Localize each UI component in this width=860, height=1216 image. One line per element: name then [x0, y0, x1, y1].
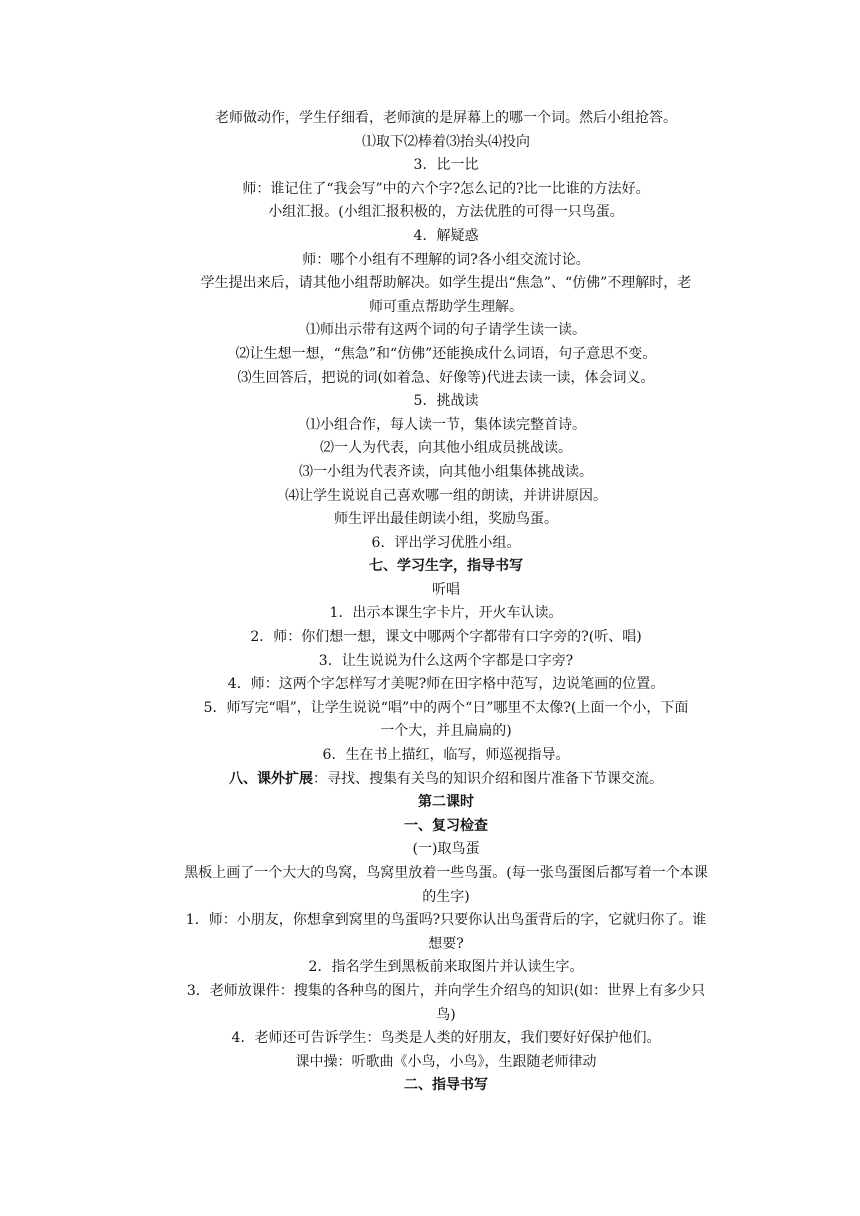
section-heading: 七、学习生字，指导书写: [369, 558, 523, 575]
section-eight-line: [160, 768, 732, 792]
text-line: ⑶生回答后，把说的词(如着急、好像等)代进去读一读，体会词义。: [237, 369, 655, 386]
text-line: 6．生在书上描红，临写，师巡视指导。: [322, 747, 570, 764]
text-line: 3．让生说说为什么这两个字都是口字旁?: [318, 652, 574, 669]
text-line: 4．老师还可告诉学生：鸟类是人类的好朋友，我们要好好保护他们。: [231, 1030, 661, 1047]
subheading: 6．评出学习优胜小组。: [371, 534, 521, 551]
text-line: 2．指名学生到黑板前来取图片并认读生字。: [308, 959, 584, 976]
section-text: ：寻找、搜集有关鸟的知识介绍和图片准备下节课交流。: [313, 770, 663, 787]
text-line: (一)取鸟蛋: [412, 841, 480, 858]
text-line: 师：哪个小组有不理解的词?各小组交流讨论。: [302, 251, 590, 268]
text-line: 鸟): [436, 1006, 456, 1023]
text-line: 的生字): [422, 888, 470, 905]
text-line: 小组汇报。(小组汇报积极的，方法优胜的可得一只鸟蛋。: [268, 204, 624, 221]
text-line: ⑴小组合作，每人读一节，集体读完整首诗。: [306, 416, 586, 433]
text-line: 老师做动作，学生仔细看，老师演的是屏幕上的哪一个词。然后小组抢答。: [215, 110, 677, 126]
text-line: 想要?: [428, 935, 464, 952]
text-line: 3．老师放课件：搜集的各种鸟的图片，并向学生介绍鸟的知识(如：世界上有多少只: [186, 982, 706, 999]
text-line: 师可重点帮助学生理解。: [369, 298, 523, 315]
text-line: 课中操：听歌曲《小鸟，小鸟》，生跟随老师律动: [295, 1053, 597, 1070]
text-line: 一个大，并且扁扁的): [380, 723, 512, 740]
text-line: ⑵让生想一想，“焦急”和“仿佛”还能换成什么词语，句子意思不变。: [235, 345, 657, 362]
subheading: 4．解疑惑: [413, 227, 479, 244]
text-line: 4．师：这两个字怎样写才美呢?师在田字格中范写，边说笔画的位置。: [227, 676, 665, 693]
document-body: [160, 107, 732, 1098]
section-heading: 一、复习检查: [404, 817, 488, 834]
text-line: 学生提出来后，请其他小组帮助解决。如学生提出“焦急”、“仿佛”不理解时，老: [200, 275, 692, 292]
text-line: 1．师：小朋友，你想拿到窝里的鸟蛋吗?只要你认出鸟蛋背后的字，它就归你了。谁: [185, 912, 707, 929]
text-line: ⑴师出示带有这两个词的句子请学生读一读。: [306, 322, 586, 339]
text-line: ⑶一小组为代表齐读，向其他小组集体挑战读。: [299, 463, 593, 480]
text-line: 5．师写完“唱”，让学生说说“唱”中的两个“日”哪里不太像?(上面一个小，下面: [203, 699, 689, 716]
section-heading: 八、课外扩展: [229, 770, 313, 787]
text-line: 师生评出最佳朗读小组，奖励鸟蛋。: [334, 511, 558, 528]
lesson-title: 第二课时: [418, 794, 474, 811]
text-line: ⑵一人为代表，向其他小组成员挑战读。: [320, 440, 572, 457]
subheading: 3．比一比: [413, 157, 479, 174]
text-line: ⑷让学生说说自己喜欢哪一组的朗读，并讲讲原因。: [285, 487, 607, 504]
subheading: 5．挑战读: [413, 393, 479, 410]
section-heading: 二、指导书写: [404, 1077, 488, 1094]
text-line: 2．师：你们想一想，课文中哪两个字都带有口字旁的?(听、唱): [250, 629, 642, 646]
text-line: 听唱: [432, 581, 460, 598]
text-line: 黑板上画了一个大大的鸟窝，鸟窝里放着一些鸟蛋。(每一张鸟蛋图后都写着一个本课: [184, 865, 708, 881]
text-line: ⑴取下⑵棒着⑶抬头⑷投向: [362, 133, 530, 150]
text-line: 1．出示本课生字卡片，开火车认读。: [329, 605, 563, 622]
text-line: 师：谁记住了“我会写”中的六个字?怎么记的?比一比谁的方法好。: [242, 180, 650, 197]
